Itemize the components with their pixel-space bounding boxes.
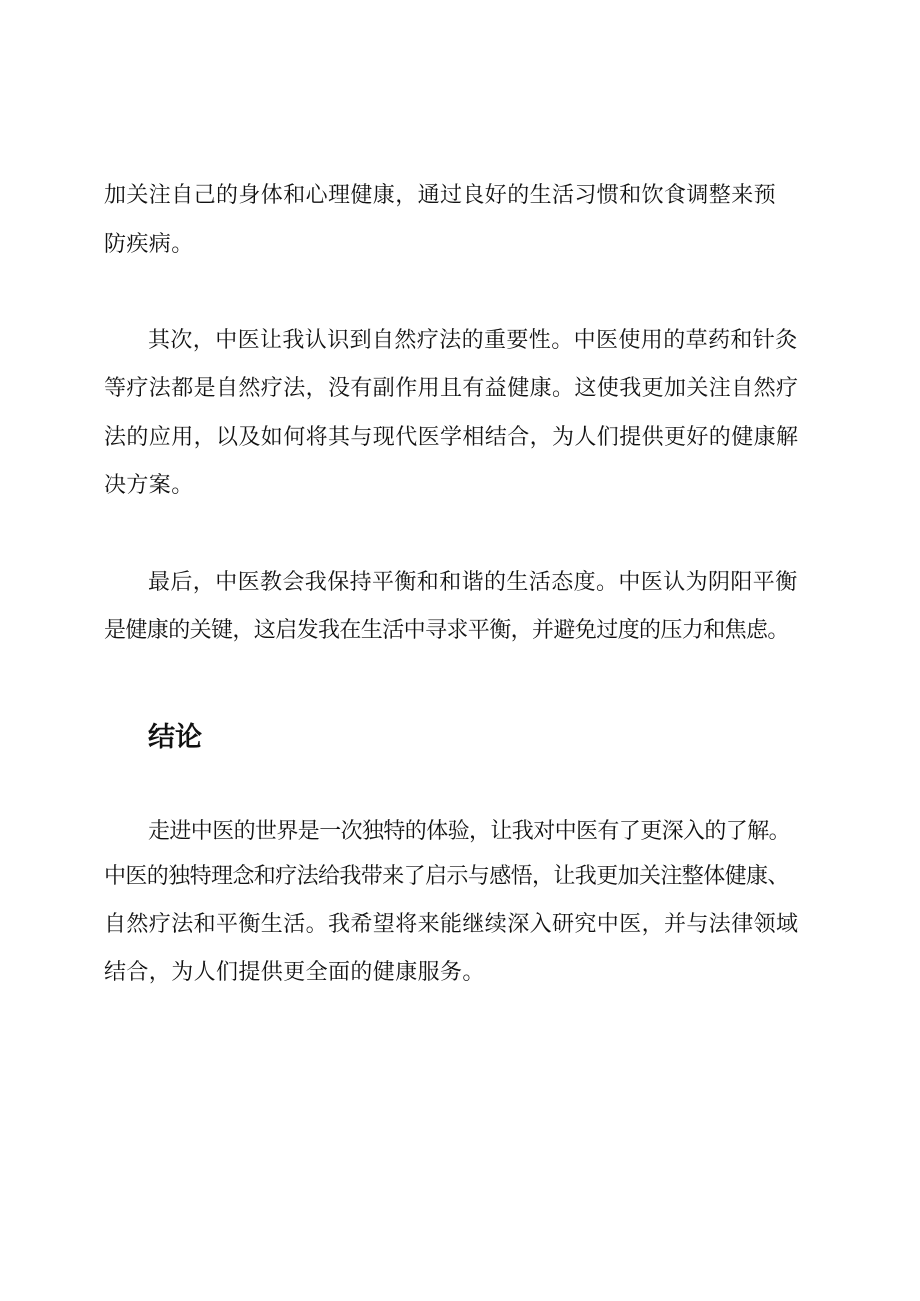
text-line: 结合，为人们提供更全面的健康服务。 (104, 960, 485, 985)
text-line: 加关注自己的身体和心理健康，通过良好的生活习惯和饮食调整来预 (104, 183, 777, 208)
text-line: 法的应用，以及如何将其与现代医学相结合，为人们提供更好的健康解 (104, 425, 799, 450)
text-line: 自然疗法和平衡生活。我希望将来能继续深入研究中医，并与法律领域 (104, 912, 799, 937)
text-line: 中医的独特理念和疗法给我带来了启示与感悟，让我更加关注整体健康、 (104, 864, 789, 889)
text-line: 走进中医的世界是一次独特的体验，让我对中医有了更深入的了解。 (148, 819, 791, 844)
text-line: 等疗法都是自然疗法，没有副作用且有益健康。这使我更加关注自然疗 (104, 376, 799, 401)
text-line: 是健康的关键，这启发我在生活中寻求平衡，并避免过度的压力和焦虑。 (104, 618, 789, 643)
section-heading-conclusion: 结论 (148, 722, 202, 753)
text-line: 其次，中医让我认识到自然疗法的重要性。中医使用的草药和针灸 (148, 328, 798, 353)
text-line: 最后，中医教会我保持平衡和和谐的生活态度。中医认为阴阳平衡 (148, 570, 798, 595)
text-line: 防疾病。 (104, 232, 194, 257)
text-line: 决方案。 (104, 473, 194, 498)
